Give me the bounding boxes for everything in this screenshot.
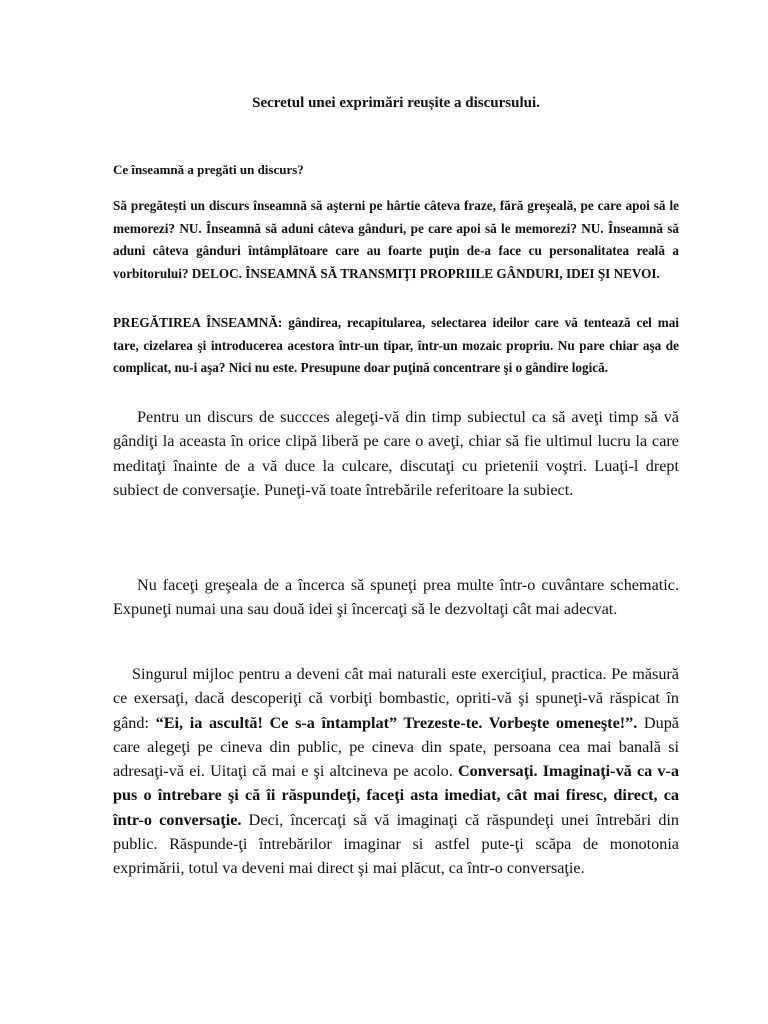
paragraph-5-emphasis: Conversaţi. Imaginaţi-vă ca v-a pus o întrebare şi că îi răspundeţi, faceţi asta imediat, cât mai firesc, direct, ca într-o conversaţie. [113,762,679,829]
document-title: Secretul unei exprimări reușite a discursului. [252,95,540,111]
paragraph-2-text: gândirea, recapitularea, selectarea ideilor care vă tentează cel mai tare, cizelarea şi introducerea acestora într-un tipar, într-un mozaic propriu. Nu pare chiar aşa de complicat, nu-i aşa? Nici nu este. Presupune doar puţină concentrare şi o gândire logică. [113,315,679,375]
paragraph-2-lead: PREGĂTIREA ÎNSEAMNĂ: [113,315,283,330]
paragraph-3: Pentru un discurs de succces alegeţi-vă din timp subiectul ca să aveţi timp să vă gândiţi la aceasta în orice clipă liberă pe care o aveţi, chiar să fie ultimul lucru la care meditaţi înainte de a vă duce la culcare, discutaţi cu prietenii voştri. Luaţi-l drept subiect de conversaţie. Puneţi-vă toate întrebările referitoare la subiect. [113,408,679,499]
paragraph-2 [113,312,679,380]
section-question: Ce înseamnă a pregăti un discurs? [113,162,304,177]
paragraph-1: Să pregătești un discurs înseamnă să aşterni pe hârtie câteva fraze, fără greşeală, pe care apoi să le memorezi? NU. Înseamnă să aduni câteva gânduri, pe care apoi să le memorezi? NU. Înseamnă să aduni câteva gânduri întâmplătoare care au foarte puţin de-a face cu personalitatea reală a vorbitorului? DELOC. ÎNSEAMNĂ SĂ TRANSMIŢI PROPRIILE GÂNDURI, IDEI ŞI NEVOI. [113,198,679,281]
paragraph-5-text-3: Deci, încercaţi să vă imaginaţi că răspundeţi unei întrebări din public. Răspunde-ţi întrebărilor imaginar si astfel pute-ţi scăpa de monotonia exprimării, totul va deveni mai direct şi mai plăcut, ca într-o conversaţie. [113,810,680,878]
paragraph-5-text-2: După care alegeţi pe cineva din public, pe cineva din spate, persoana cea mai banală si adresaţi-vă ei. Uitaţi că mai e şi altcineva pe acolo. [113,713,679,781]
paragraph-4: Nu faceţi greşeala de a încerca să spuneţi prea multe într-o cuvântare schematic. Expuneţi numai una sau două idei şi încercaţi să le dezvoltaţi cât mai adecvat. [113,576,679,619]
paragraph-5-quote: “Ei, ia ascultă! Ce s-a întamplat” Trezeste-te. Vorbeşte omeneşte!”. [155,713,638,732]
paragraph-5 [113,662,679,881]
paragraph-5-text-1: Singurul mijloc pentru a deveni cât mai naturali este exerciţiul, practica. Pe măsură ce exersaţi, dacă descoperiţi că vorbiţi bombastic, opriti-vă şi spuneţi-vă răspicat în gând: [113,665,679,732]
